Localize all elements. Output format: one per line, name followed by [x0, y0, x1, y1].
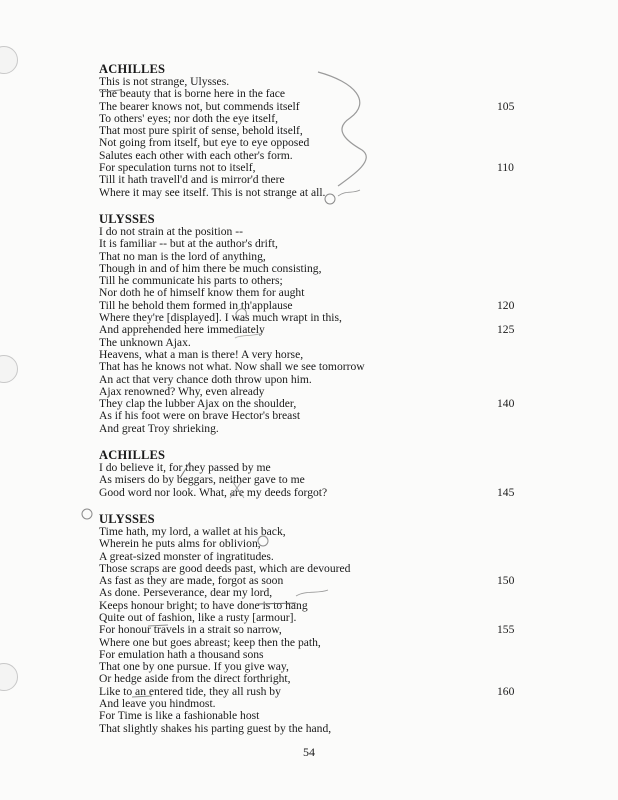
punch-hole-bottom: [0, 663, 18, 691]
speech-block: [99, 513, 539, 735]
verse-text: Quite out of fashion, like a rusty [armour].: [99, 610, 297, 624]
line-number: 160: [497, 684, 515, 698]
script-text: [99, 63, 539, 749]
verse-text: Heavens, what a man is there! A very horse,: [99, 347, 304, 361]
verse-text: And great Troy shrieking.: [99, 421, 219, 435]
speaker-name: ACHILLES: [99, 448, 166, 463]
verse-text: As if his foot were on brave Hector's breast: [99, 409, 301, 423]
verse-line: [99, 187, 539, 199]
verse-line: [99, 487, 539, 499]
verse-text: Salutes each other with each other's form.: [99, 148, 293, 162]
verse-text: The unknown Ajax.: [99, 335, 191, 349]
verse-text: That slightly shakes his parting guest by the hand,: [99, 721, 332, 735]
verse-text: Where they're [displayed]. I was much wrapt in this,: [99, 311, 342, 325]
verse-text: This is not strange, Ulysses.: [99, 75, 230, 88]
punch-hole-middle: [0, 355, 18, 383]
verse-text: Where one but goes abreast; keep then the path,: [99, 635, 321, 649]
verse-line: [99, 423, 539, 435]
verse-text: An act that very chance doth throw upon him.: [99, 372, 312, 386]
verse-text: As fast as they are made, forgot as soon: [99, 574, 284, 588]
punch-hole-top: [0, 46, 18, 74]
speech-block: [99, 63, 539, 199]
verse-text: Till he behold them formed in th'applause: [99, 298, 293, 312]
verse-text: That no man is the lord of anything,: [99, 249, 266, 263]
verse-text: Ajax renowned? Why, even already: [99, 384, 265, 398]
verse-text: I do believe it, for they passed by me: [99, 461, 271, 475]
line-number: 105: [497, 99, 515, 113]
verse-text: For Time is like a fashionable host: [99, 709, 260, 723]
line-number: 140: [497, 397, 515, 411]
speaker-name: ULYSSES: [99, 211, 155, 226]
verse-text: That has he knows not what. Now shall we see tomorrow: [99, 360, 365, 374]
verse-line: [99, 723, 539, 735]
verse-text: And leave you hindmost.: [99, 697, 216, 711]
verse-text: Nor doth he of himself know them for aught: [99, 286, 305, 300]
line-number: 125: [497, 323, 515, 337]
line-number: 145: [497, 485, 515, 499]
verse-text: Or hedge aside from the direct forthright,: [99, 672, 291, 686]
verse-text: Those scraps are good deeds past, which are devoured: [99, 561, 351, 575]
verse-text: Keeps honour bright; to have done is to hang: [99, 598, 308, 612]
verse-text: It is familiar -- but at the author's drift,: [99, 237, 278, 251]
page-number: 54: [303, 745, 315, 759]
line-number: 120: [497, 298, 515, 312]
verse-text: Where it may see itself. This is not strange at all.: [99, 185, 326, 199]
verse-text: That most pure spirit of sense, behold itself,: [99, 124, 303, 138]
speech-block: [99, 213, 539, 435]
verse-text: Not going from itself, but eye to eye opposed: [99, 136, 310, 150]
line-number: 155: [497, 623, 515, 637]
verse-text: Like to an entered tide, they all rush by: [99, 684, 281, 698]
speaker-name: ULYSSES: [99, 511, 155, 526]
verse-text: Till he communicate his parts to others;: [99, 274, 283, 288]
verse-text: And apprehended here immediately: [99, 323, 265, 337]
verse-text: For emulation hath a thousand sons: [99, 647, 264, 661]
verse-text: Wherein he puts alms for oblivion,: [99, 537, 261, 551]
verse-text: As misers do by beggars, neither gave to me: [99, 473, 305, 487]
verse-text: That one by one pursue. If you give way,: [99, 660, 289, 674]
verse-text: For speculation turns not to itself,: [99, 161, 256, 175]
verse-text: For honour travels in a strait so narrow,: [99, 623, 282, 637]
line-number: 110: [497, 161, 514, 175]
verse-text: I do not strain at the position --: [99, 224, 243, 238]
line-number: 150: [497, 574, 515, 588]
verse-text: Till it hath travell'd and is mirror'd there: [99, 173, 285, 187]
verse-text: Good word nor look. What, are my deeds forgot?: [99, 485, 328, 499]
verse-text: The beauty that is borne here in the face: [99, 87, 286, 101]
verse-text: Time hath, my lord, a wallet at his back,: [99, 524, 286, 538]
verse-text: They clap the lubber Ajax on the shoulder,: [99, 397, 297, 411]
pencil-circle-mark: [82, 509, 92, 519]
verse-text: The bearer knows not, but commends itself: [99, 99, 300, 113]
verse-text: To others' eyes; nor doth the eye itself,: [99, 111, 279, 125]
verse-text: A great-sized monster of ingratitudes.: [99, 549, 274, 563]
speaker-name: ACHILLES: [99, 62, 166, 76]
speech-block: [99, 449, 539, 499]
verse-text: As done. Perseverance, dear my lord,: [99, 586, 273, 600]
verse-text: Though in and of him there be much consisting,: [99, 261, 322, 275]
